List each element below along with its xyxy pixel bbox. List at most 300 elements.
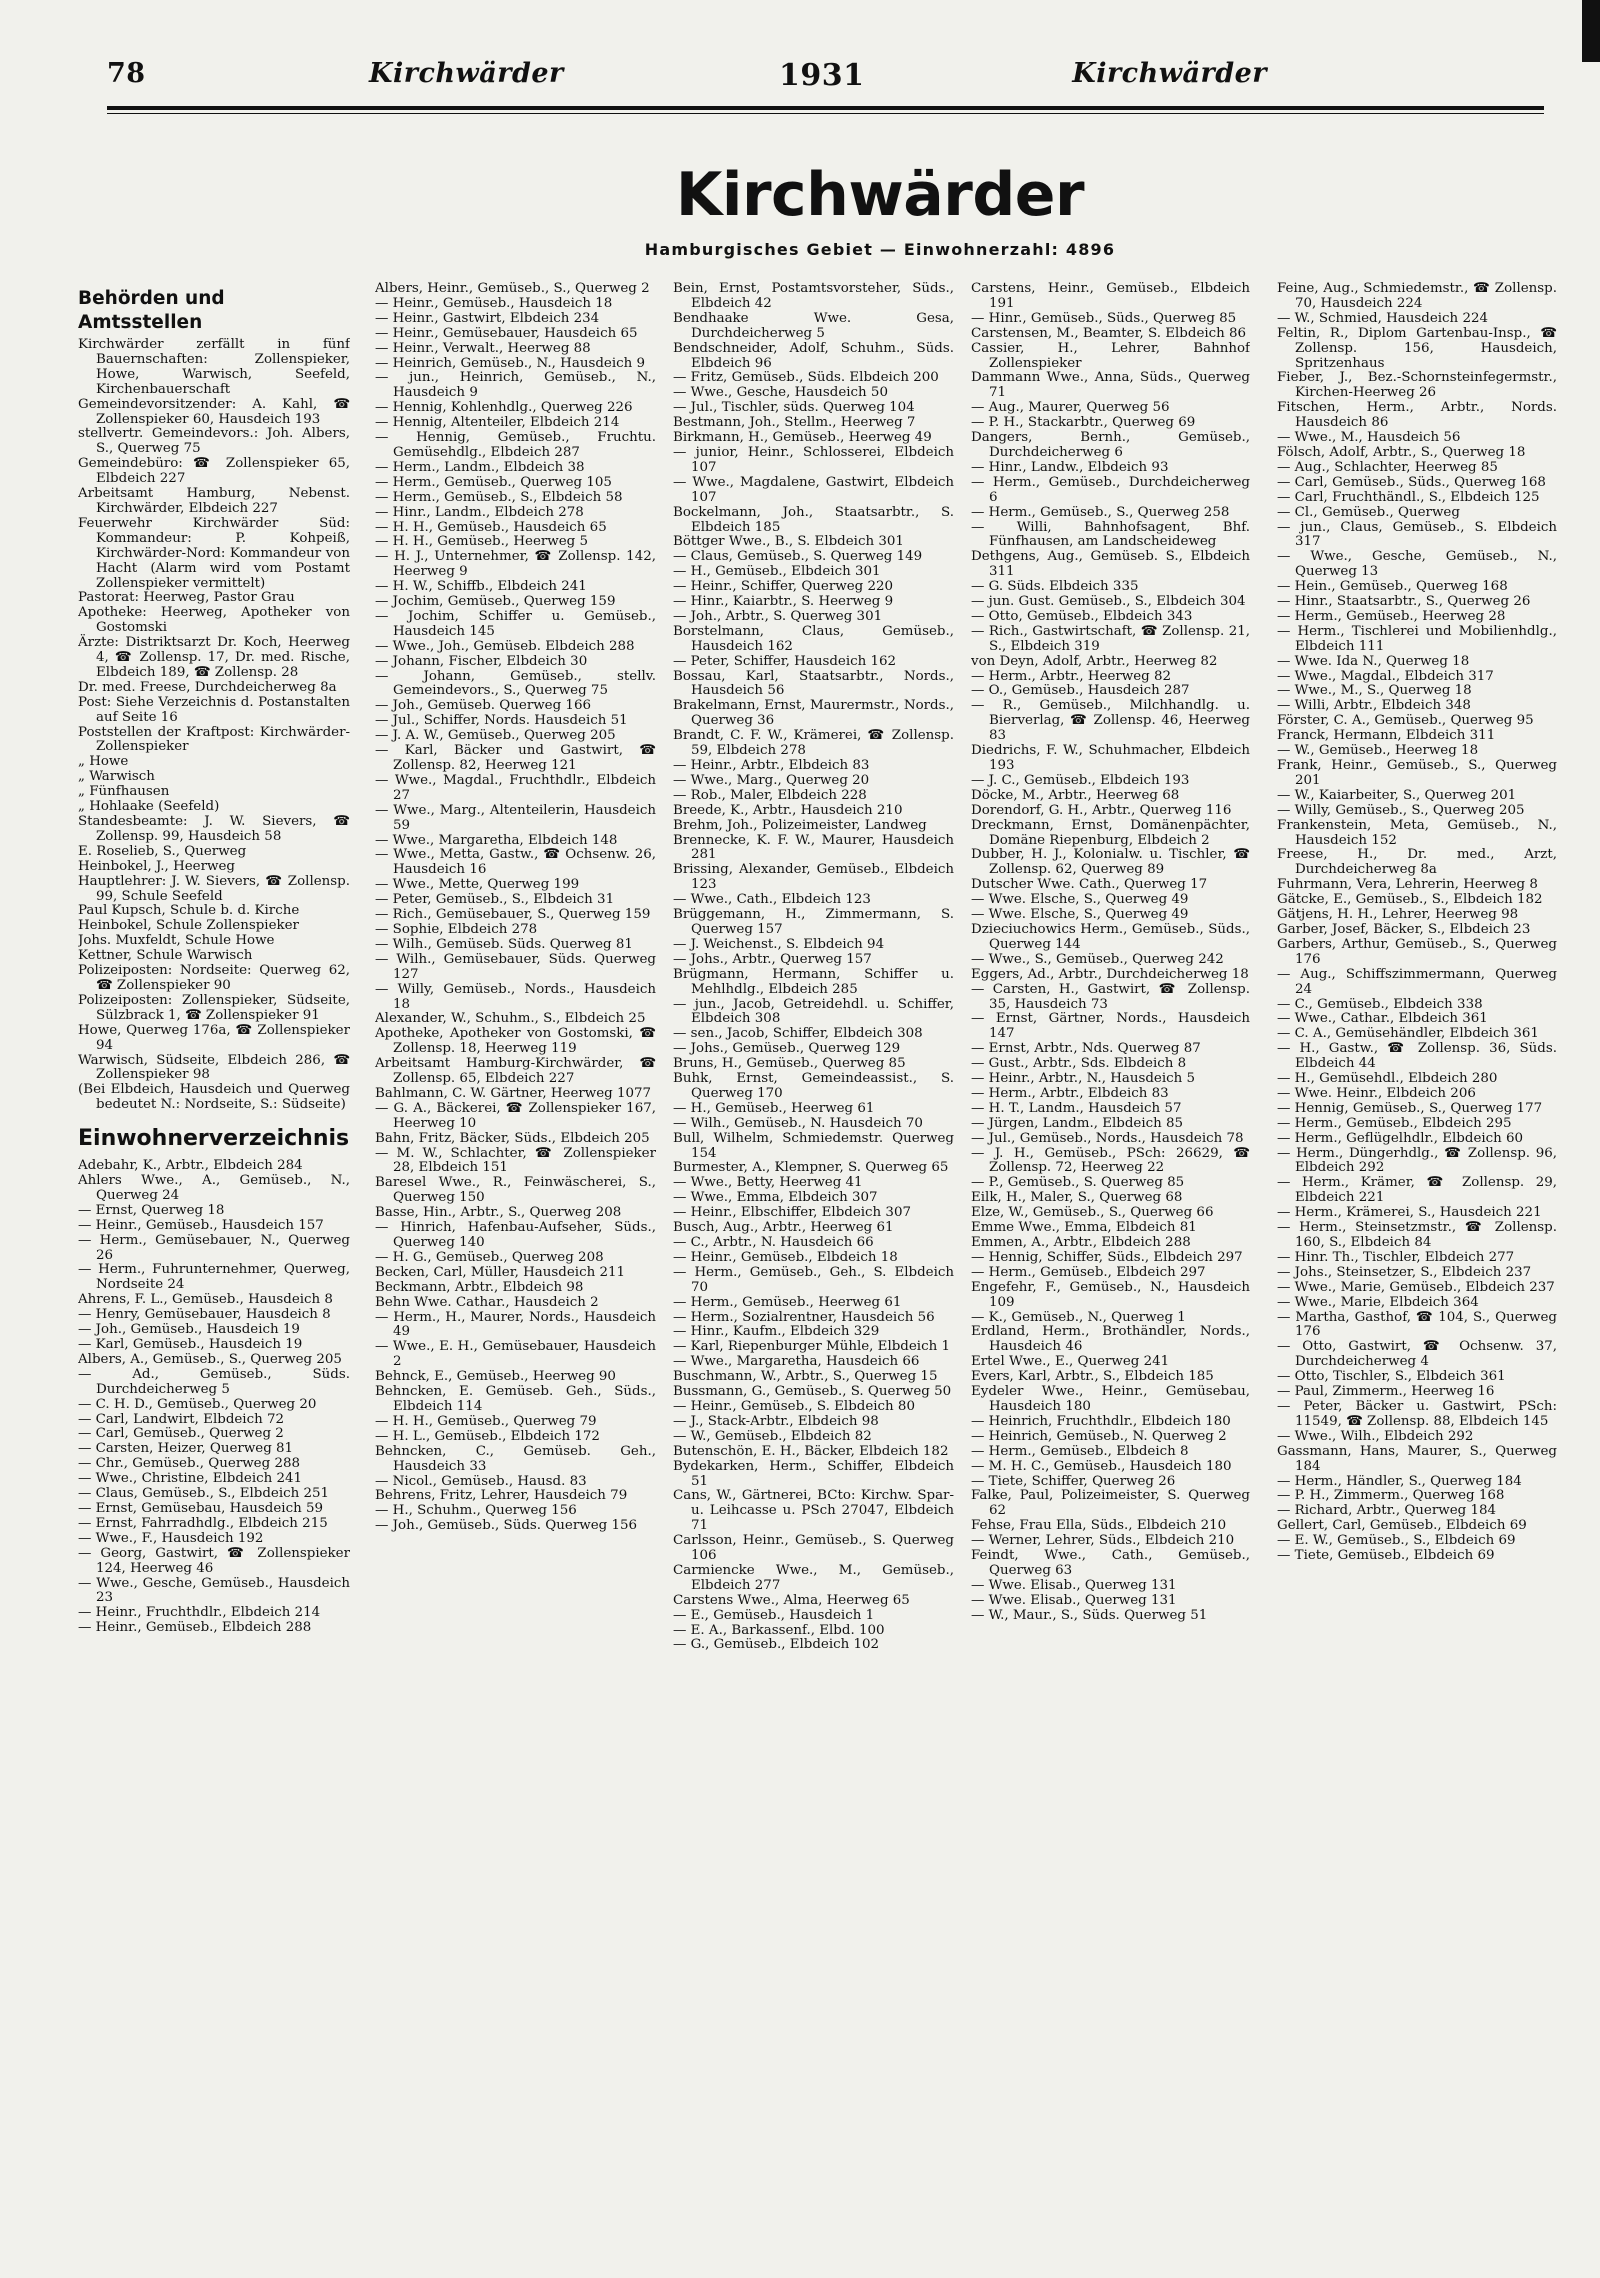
- directory-entry: Bydekarken, Herm., Schiffer, Elbdeich 51: [673, 1458, 954, 1489]
- directory-entry: — Wwe., Gesche, Gemüseb., N., Querweg 13: [1277, 549, 1557, 580]
- directory-entry: Buhk, Ernst, Gemeindeassist., S. Querweg 170: [673, 1071, 954, 1101]
- directory-entry: — Ernst, Querweg 18: [78, 1202, 225, 1218]
- directory-entry: Franck, Hermann, Elbdeich 311: [1277, 728, 1496, 744]
- directory-entry: Cassier, H., Lehrer, Bahnhof Zollenspieker: [971, 340, 1250, 371]
- directory-entry: — R., Gemüseb., Milchhandlg. u. Bierverlag, ☎ Zollensp. 46, Heerweg 83: [971, 698, 1250, 744]
- directory-entry: — Herm., Steinsetzmstr., ☎ Zollensp. 160, S., Elbdeich 84: [1277, 1220, 1557, 1250]
- directory-entry: Emme Wwe., Emma, Elbdeich 81: [971, 1220, 1197, 1236]
- directory-entry: Gassmann, Hans, Maurer, S., Querweg 184: [1277, 1443, 1557, 1474]
- directory-entry: — Herm., Düngerhdlg., ☎ Zollensp. 96, Elbdeich 292: [1277, 1145, 1557, 1176]
- directory-entry: Behnck, E., Gemüseb., Heerweg 90: [375, 1369, 616, 1385]
- directory-entry: — Heinr., Verwalt., Heerweg 88: [375, 340, 591, 356]
- directory-entry: — Herm., Sozialrentner, Hausdeich 56: [673, 1309, 935, 1325]
- directory-entry: — Herm., Krämerei, S., Hausdeich 221: [1277, 1205, 1542, 1221]
- directory-entry: — Rich., Gemüsebauer, S., Querweg 159: [375, 907, 651, 923]
- directory-entry: Howe, Querweg 176a, ☎ Zollenspieker 94: [78, 1022, 350, 1053]
- directory-entry: — Aug., Maurer, Querweg 56: [971, 400, 1170, 416]
- directory-entry: Carstens Wwe., Alma, Heerweg 65: [673, 1592, 910, 1608]
- directory-entry: — H. H., Gemüseb., Querweg 79: [375, 1413, 597, 1429]
- directory-entry: — W., Schmied, Hausdeich 224: [1277, 310, 1488, 326]
- directory-entry: — Heinr., Gemüseb., Hausdeich 157: [78, 1217, 324, 1233]
- directory-entry: — Herm., Gemüsebauer, N., Querweg 26: [78, 1232, 350, 1263]
- directory-entry: Dubber, H. J., Kolonialw. u. Tischler, ☎ Zollensp. 62, Querweg 89: [971, 847, 1250, 878]
- directory-entry: — Otto, Gemüseb., Elbdeich 343: [971, 608, 1193, 624]
- directory-entry: — Heinr., Arbtr., Elbdeich 83: [673, 758, 870, 773]
- directory-entry: — O., Gemüseb., Hausdeich 287: [971, 683, 1190, 699]
- directory-entry: Bussmann, G., Gemüseb., S. Querweg 50: [673, 1384, 952, 1400]
- directory-entry: Eydeler Wwe., Heinr., Gemüsebau, Hausdeich 180: [971, 1384, 1250, 1414]
- running-header: [107, 58, 1267, 100]
- directory-entry: Fitschen, Herm., Arbtr., Nords. Hausdeich 86: [1277, 400, 1557, 431]
- directory-entry: Carmiencke Wwe., M., Gemüseb., Elbdeich 277: [673, 1562, 954, 1593]
- directory-entry: — Wwe., Betty, Heerweg 41: [673, 1175, 863, 1191]
- directory-entry: — W., Kaiarbeiter, S., Querweg 201: [1277, 787, 1517, 803]
- header-year: 1931: [779, 58, 865, 93]
- directory-entry: Behrens, Fritz, Lehrer, Hausdeich 79: [375, 1488, 628, 1504]
- directory-entry: — E. W., Gemüseb., S., Elbdeich 69: [1277, 1533, 1516, 1549]
- directory-entry: — Hinr., Kaiarbtr., S. Heerweg 9: [673, 594, 894, 610]
- directory-entry: Fölsch, Adolf, Arbtr., S., Querweg 18: [1277, 444, 1526, 460]
- directory-entry: Bein, Ernst, Postamtsvorsteher, Süds., Elbdeich 42: [673, 282, 954, 311]
- directory-entry: — Hinr. Th., Tischler, Elbdeich 277: [1277, 1249, 1515, 1265]
- directory-entry: — Ernst, Arbtr., Nds. Querweg 87: [971, 1041, 1201, 1057]
- directory-entry: — Karl, Riepenburger Mühle, Elbdeich 1: [673, 1339, 950, 1355]
- directory-entry: — Joh., Gemüseb. Querweg 166: [375, 698, 591, 714]
- directory-entry: — Wwe., Marg., Querweg 20: [673, 772, 870, 788]
- column-5: [1277, 282, 1557, 2242]
- directory-entry: — Karl, Gemüseb., Hausdeich 19: [78, 1337, 303, 1352]
- directory-entry: — Wwe., M., S., Querweg 18: [1277, 683, 1472, 699]
- directory-entry: Pastorat: Heerweg, Pastor Grau: [78, 590, 295, 606]
- directory-entry: — Hinrich, Hafenbau-Aufseher, Süds., Querweg 140: [375, 1220, 656, 1250]
- directory-entry: — H., Gemüsehdl., Elbdeich 280: [1277, 1071, 1498, 1087]
- directory-entry: — Wwe., Marie, Gemüseb., Elbdeich 237: [1277, 1279, 1555, 1295]
- directory-entry: Brakelmann, Ernst, Maurermstr., Nords., Querweg 36: [673, 698, 954, 729]
- directory-entry: — Herm., Gemüseb., Elbdeich 297: [971, 1264, 1206, 1280]
- directory-entry: — Wwe. Ida N., Querweg 18: [1277, 653, 1470, 669]
- directory-entry: — Karl, Bäcker und Gastwirt, ☎ Zollensp. 82, Heerweg 121: [375, 743, 656, 773]
- directory-entry: — H. J., Unternehmer, ☎ Zollensp. 142, Heerweg 9: [375, 549, 656, 580]
- directory-entry: — H., Gastw., ☎ Zollensp. 36, Süds. Elbdeich 44: [1277, 1041, 1557, 1072]
- directory-entry: — Wwe., S., Gemüseb., Querweg 242: [971, 951, 1224, 967]
- directory-entry: Frankenstein, Meta, Gemüseb., N., Hausdeich 152: [1277, 817, 1557, 848]
- directory-entry: Gemeindebüro: ☎ Zollenspieker 65, Elbdeich 227: [78, 456, 350, 487]
- directory-entry: — Hinr., Landw., Elbdeich 93: [971, 459, 1169, 475]
- directory-entry: — Wwe., Gesche, Gemüseb., Hausdeich 23: [78, 1575, 350, 1606]
- directory-entry: — Wwe., Marg., Altenteilerin, Hausdeich 59: [375, 802, 656, 833]
- directory-entry: — H. H., Gemüseb., Heerweg 5: [375, 534, 589, 550]
- directory-entry: — Carsten, Heizer, Querweg 81: [78, 1441, 294, 1457]
- directory-entry: Evers, Karl, Arbtr., S., Elbdeich 185: [971, 1369, 1214, 1385]
- directory-entry: — K., Gemüseb., N., Querweg 1: [971, 1309, 1186, 1325]
- directory-entry: Apotheke, Apotheker von Gostomski, ☎ Zollensp. 18, Heerweg 119: [375, 1026, 656, 1057]
- directory-entry: — Claus, Gemüseb., S., Elbdeich 251: [78, 1486, 330, 1502]
- directory-entry: — Herm., Arbtr., Heerweg 82: [971, 668, 1172, 684]
- directory-entry: — Heinrich, Gemüseb., N. Querweg 2: [971, 1428, 1227, 1444]
- directory-entry: — jun., Heinrich, Gemüseb., N., Hausdeich 9: [375, 370, 656, 401]
- directory-entry: — Wwe., Joh., Gemüseb. Elbdeich 288: [375, 638, 635, 654]
- column-3: [673, 282, 954, 2242]
- directory-entry: Behn Wwe. Cathar., Hausdeich 2: [375, 1294, 599, 1310]
- directory-entry: — G. A., Bäckerei, ☎ Zollenspieker 167, Heerweg 10: [375, 1100, 656, 1131]
- directory-entry: — Georg, Gastwirt, ☎ Zollenspieker 124, Heerweg 46: [78, 1545, 350, 1576]
- directory-entry: — jun., Claus, Gemüseb., S. Elbdeich 317: [1277, 519, 1557, 550]
- directory-entry: — Ad., Gemüseb., Süds. Durchdeicherweg 5: [78, 1366, 350, 1397]
- directory-entry: — Herm., Tischlerei und Mobilienhdlg., Elbdeich 111: [1277, 623, 1557, 654]
- directory-entry: Förster, C. A., Gemüseb., Querweg 95: [1277, 713, 1534, 729]
- directory-entry: — Herm., Gemüseb., S., Querweg 258: [971, 504, 1230, 520]
- directory-entry: — Wwe. Elisab., Querweg 131: [971, 1577, 1177, 1593]
- directory-entry: — Herm., H., Maurer, Nords., Hausdeich 49: [375, 1309, 656, 1340]
- directory-entry: — Wilh., Gemüsebauer, Süds. Querweg 127: [375, 951, 656, 982]
- directory-entry: — Tiete, Schiffer, Querweg 26: [971, 1473, 1176, 1489]
- directory-entry: Alexander, W., Schuhm., S., Elbdeich 25: [375, 1011, 646, 1027]
- directory-entry: — Hennig, Altenteiler, Elbdeich 214: [375, 415, 620, 431]
- directory-entry: Brandt, C. F. W., Krämerei, ☎ Zollensp. 59, Elbdeich 278: [673, 728, 954, 759]
- directory-entry: — Wwe., Wilh., Elbdeich 292: [1277, 1428, 1474, 1444]
- directory-entry: Feine, Aug., Schmiedemstr., ☎ Zollensp. 70, Hausdeich 224: [1277, 282, 1557, 311]
- directory-entry: Bull, Wilhelm, Schmiedemstr. Querweg 154: [673, 1130, 954, 1161]
- directory-entry: — Hinr., Staatsarbtr., S., Querweg 26: [1277, 594, 1531, 610]
- directory-entry: von Deyn, Adolf, Arbtr., Heerweg 82: [971, 653, 1218, 669]
- directory-entry: — Hinr., Landm., Elbdeich 278: [375, 504, 584, 520]
- directory-entry: Dangers, Bernh., Gemüseb., Durchdeicherweg 6: [971, 430, 1250, 460]
- directory-entry: — Wwe., Marie, Elbdeich 364: [1277, 1294, 1479, 1310]
- directory-entry: — W., Gemüseb., Elbdeich 82: [673, 1428, 872, 1444]
- directory-entry: — Gust., Arbtr., Sds. Elbdeich 8: [971, 1056, 1187, 1072]
- directory-entry: Brügmann, Hermann, Schiffer u. Mehlhdlg., Elbdeich 285: [673, 966, 954, 997]
- header-place-left: Kirchwärder: [369, 58, 564, 89]
- directory-entry: — Hennig, Schiffer, Süds., Elbdeich 297: [971, 1249, 1243, 1265]
- directory-entry: — J., Stack-Arbtr., Elbdeich 98: [673, 1413, 879, 1429]
- directory-entry: Burmester, A., Klempner, S. Querweg 65: [673, 1160, 949, 1176]
- directory-entry: — Herm., Landm., Elbdeich 38: [375, 459, 585, 475]
- directory-entry: Brehm, Joh., Polizeimeister, Landweg: [673, 817, 927, 833]
- directory-entry: — Sophie, Elbdeich 278: [375, 921, 538, 937]
- directory-entry: — Wwe., Cathar., Elbdeich 361: [1277, 1011, 1488, 1027]
- directory-entry: Emmen, A., Arbtr., Elbdeich 288: [971, 1235, 1191, 1250]
- page-edge-mark: [1582, 0, 1600, 62]
- directory-entry: — Carl, Fruchthändl., S., Elbdeich 125: [1277, 489, 1540, 505]
- directory-entry: Feltin, R., Diplom Gartenbau-Insp., ☎ Zollensp. 156, Hausdeich, Spritzenhaus: [1277, 325, 1557, 371]
- directory-entry: Freese, H., Dr. med., Arzt, Durchdeicherweg 8a: [1277, 847, 1557, 878]
- directory-entry: Diedrichs, F. W., Schuhmacher, Elbdeich 193: [971, 743, 1250, 773]
- directory-entry: — H. T., Landm., Hausdeich 57: [971, 1100, 1182, 1116]
- directory-entry: — Joh., Arbtr., S. Querweg 301: [673, 608, 883, 624]
- directory-entry: Elze, W., Gemüseb., S., Querweg 66: [971, 1205, 1214, 1221]
- directory-entry: Carstensen, M., Beamter, S. Elbdeich 86: [971, 325, 1247, 341]
- directory-entry: — Wwe. Elsche, S., Querweg 49: [971, 892, 1189, 908]
- directory-entry: — Hinr., Kaufm., Elbdeich 329: [673, 1324, 880, 1340]
- directory-entry: Johs. Muxfeldt, Schule Howe: [78, 933, 275, 949]
- directory-entry: — H. L., Gemüseb., Elbdeich 172: [375, 1428, 600, 1444]
- directory-entry: — Martha, Gasthof, ☎ 104, S., Querweg 176: [1277, 1309, 1557, 1340]
- directory-entry: Dammann Wwe., Anna, Süds., Querweg 71: [971, 370, 1250, 401]
- directory-entry: — jun. Gust. Gemüseb., S., Elbdeich 304: [971, 594, 1246, 610]
- directory-entry: Dutscher Wwe. Cath., Querweg 17: [971, 877, 1208, 893]
- directory-entry: — E., Gemüseb., Hausdeich 1: [673, 1607, 875, 1623]
- directory-entry: — Wwe. Elisab., Querweg 131: [971, 1592, 1177, 1608]
- directory-entry: — Wwe., E. H., Gemüsebauer, Hausdeich 2: [375, 1339, 656, 1370]
- directory-entry: — Herm., Gemüseb., Durchdeicherweg 6: [971, 474, 1250, 505]
- directory-entry: Poststellen der Kraftpost: Kirchwärder-Zollenspieker: [78, 724, 350, 755]
- directory-entry: (Bei Elbdeich, Hausdeich und Querweg bedeutet N.: Nordseite, S.: Südseite): [78, 1082, 350, 1113]
- directory-entry: Brennecke, K. F. W., Maurer, Hausdeich 281: [673, 832, 954, 863]
- directory-entry: — Henry, Gemüsebauer, Hausdeich 8: [78, 1307, 331, 1323]
- directory-entry: — Wwe., Margaretha, Elbdeich 148: [375, 832, 618, 848]
- directory-entry: — Herm., Krämer, ☎ Zollensp. 29, Elbdeich 221: [1277, 1175, 1557, 1206]
- directory-entry: Böttger Wwe., B., S. Elbdeich 301: [673, 534, 904, 550]
- directory-entry: Dorendorf, G. H., Arbtr., Querweg 116: [971, 802, 1232, 818]
- directory-entry: Warwisch, Südseite, Elbdeich 286, ☎ Zollenspieker 98: [78, 1052, 350, 1083]
- directory-entry: Eilk, H., Maler, S., Querweg 68: [971, 1190, 1183, 1206]
- directory-entry: Adebahr, K., Arbtr., Elbdeich 284: [78, 1158, 303, 1174]
- directory-entry: — Jul., Gemüseb., Nords., Hausdeich 78: [971, 1130, 1244, 1146]
- directory-entry: Gätjens, H. H., Lehrer, Heerweg 98: [1277, 907, 1519, 923]
- directory-entry: Bruns, H., Gemüseb., Querweg 85: [673, 1056, 906, 1072]
- directory-entry: Cans, W., Gärtnerei, BCto: Kirchw. Spar- u. Leihcasse u. PSch 27047, Elbdeich 71: [673, 1488, 954, 1534]
- directory-entry: — Herm., Gemüseb., Elbdeich 8: [971, 1443, 1189, 1459]
- directory-entry: — Wwe., Magdal., Elbdeich 317: [1277, 668, 1494, 684]
- directory-entry: — Wwe., Magdalene, Gastwirt, Elbdeich 107: [673, 474, 954, 505]
- directory-entry: Becken, Carl, Müller, Hausdeich 211: [375, 1264, 626, 1280]
- header-rule-thin: [107, 113, 1544, 114]
- directory-entry: — Tiete, Gemüseb., Elbdeich 69: [1277, 1548, 1495, 1564]
- directory-entry: — Wwe., Magdal., Fruchthdlr., Elbdeich 27: [375, 772, 656, 803]
- directory-entry: „ Fünfhausen: [78, 784, 170, 800]
- directory-entry: — J. C., Gemüseb., Elbdeich 193: [971, 772, 1190, 788]
- directory-entry: Falke, Paul, Polizeimeister, S. Querweg 62: [971, 1488, 1250, 1519]
- directory-entry: — Werner, Lehrer, Süds., Elbdeich 210: [971, 1533, 1235, 1549]
- directory-entry: — Paul, Zimmerm., Heerweg 16: [1277, 1384, 1495, 1400]
- directory-entry: Fieber, J., Bez.-Schornsteinfegermstr., Kirchen-Heerweg 26: [1277, 370, 1557, 401]
- directory-entry: — Rich., Gastwirtschaft, ☎ Zollensp. 21, S., Elbdeich 319: [971, 623, 1250, 654]
- directory-entry: Fuhrmann, Vera, Lehrerin, Heerweg 8: [1277, 877, 1538, 893]
- directory-entry: Feindt, Wwe., Cath., Gemüseb., Querweg 63: [971, 1548, 1250, 1578]
- directory-entry: Albers, A., Gemüseb., S., Querweg 205: [78, 1351, 342, 1367]
- directory-entry: — Hennig, Gemüseb., Fruchtu. Gemüsehdlg., Elbdeich 287: [375, 430, 656, 460]
- section-heading-residents: Einwohnerverzeichnis: [78, 1126, 350, 1152]
- directory-entry: Heinbokel, Schule Zollenspieker: [78, 918, 299, 934]
- directory-entry: — Wwe., Metta, Gastw., ☎ Ochsenw. 26, Hausdeich 16: [375, 847, 656, 878]
- directory-entry: — Claus, Gemüseb., S. Querweg 149: [673, 549, 923, 565]
- directory-entry: Beckmann, Arbtr., Elbdeich 98: [375, 1279, 584, 1295]
- directory-entry: — Wwe., Gesche, Hausdeich 50: [673, 385, 888, 401]
- section-heading-authorities: Behörden und Amtsstellen: [78, 288, 225, 333]
- directory-entry: — Wwe., Margaretha, Hausdeich 66: [673, 1354, 920, 1370]
- directory-entry: — Hinr., Gemüseb., Süds., Querweg 85: [971, 310, 1237, 326]
- directory-entry: — Carl, Gemüseb., Süds., Querweg 168: [1277, 474, 1546, 490]
- directory-entry: Garber, Josef, Bäcker, S., Elbdeich 23: [1277, 921, 1531, 937]
- column-4: [971, 282, 1250, 2242]
- directory-entry: „ Hohlaake (Seefeld): [78, 799, 220, 815]
- directory-entry: Bossau, Karl, Staatsarbtr., Nords., Hausdeich 56: [673, 668, 954, 699]
- directory-entry: — H., Schuhm., Querweg 156: [375, 1503, 577, 1519]
- directory-entry: — jun., Jacob, Getreidehdl. u. Schiffer, Elbdeich 308: [673, 996, 954, 1027]
- directory-entry: Dr. med. Freese, Durchdeicherweg 8a: [78, 679, 337, 695]
- directory-entry: — Herm., Gemüseb., Heerweg 28: [1277, 608, 1506, 624]
- directory-entry: — Hennig, Gemüseb., S., Querweg 177: [1277, 1100, 1543, 1116]
- directory-entry: — W., Gemüseb., Heerweg 18: [1277, 743, 1479, 759]
- directory-entry: — Rob., Maler, Elbdeich 228: [673, 787, 867, 803]
- directory-entry: — Richard, Arbtr., Querweg 184: [1277, 1503, 1497, 1519]
- directory-entry: — Jürgen, Landm., Elbdeich 85: [971, 1115, 1184, 1131]
- directory-entry: „ Howe: [78, 754, 129, 770]
- directory-entry: E. Roselieb, S., Querweg: [78, 843, 247, 859]
- directory-entry: — Heinr., Fruchthdlr., Elbdeich 214: [78, 1605, 321, 1621]
- directory-entry: — Johann, Fischer, Elbdeich 30: [375, 653, 588, 669]
- directory-entry: — Hein., Gemüseb., Querweg 168: [1277, 579, 1508, 595]
- directory-entry: Baresel Wwe., R., Feinwäscherei, S., Querweg 150: [375, 1175, 656, 1206]
- directory-entry: — Ernst, Gärtner, Nords., Hausdeich 147: [971, 1011, 1250, 1042]
- directory-entry: — C., Arbtr., N. Hausdeich 66: [673, 1235, 874, 1250]
- column-2: [375, 282, 656, 2242]
- directory-entry: Hauptlehrer: J. W. Sievers, ☎ Zollensp. 99, Schule Seefeld: [78, 873, 350, 904]
- directory-entry: — H. W., Schiffb., Elbdeich 241: [375, 579, 587, 595]
- directory-entry: — Ernst, Gemüsebau, Hausdeich 59: [78, 1500, 324, 1516]
- directory-entry: — Wwe., Mette, Querweg 199: [375, 877, 580, 893]
- directory-entry: Bendschneider, Adolf, Schuhm., Süds. Elbdeich 96: [673, 340, 954, 371]
- directory-entry: Gätcke, E., Gemüseb., S., Elbdeich 182: [1277, 892, 1543, 908]
- directory-entry: Brüggemann, H., Zimmermann, S. Querweg 157: [673, 907, 954, 937]
- directory-entry: — Carl, Landwirt, Elbdeich 72: [78, 1411, 285, 1427]
- directory-entry: Erdland, Herm., Brothändler, Nords., Hausdeich 46: [971, 1324, 1250, 1355]
- directory-entry: — Heinr., Schiffer, Querweg 220: [673, 579, 894, 595]
- directory-entry: Brissing, Alexander, Gemüseb., Elbdeich 123: [673, 862, 954, 893]
- directory-entry: Arbeitsamt Hamburg-Kirchwärder, ☎ Zollensp. 65, Elbdeich 227: [375, 1056, 656, 1087]
- directory-entry: — P., Gemüseb., S. Querweg 85: [971, 1175, 1185, 1191]
- directory-entry: Dreckmann, Ernst, Domänenpächter, Domäne Riepenburg, Elbdeich 2: [971, 817, 1250, 848]
- directory-entry: Frank, Heinr., Gemüseb., S., Querweg 201: [1277, 758, 1557, 788]
- directory-entry: — Chr., Gemüseb., Querweg 288: [78, 1456, 300, 1472]
- directory-entry: — Willy, Gemüseb., Nords., Hausdeich 18: [375, 981, 656, 1012]
- directory-entry: Kirchwärder zerfällt in fünf Bauernschaften: Zollenspieker, Howe, Warwisch, Seefeld, Kirchenbauerschaft: [78, 337, 350, 397]
- directory-entry: Ertel Wwe., E., Querweg 241: [971, 1354, 1170, 1370]
- directory-entry: — H. G., Gemüseb., Querweg 208: [375, 1249, 604, 1265]
- directory-entry: Heinbokel, J., Heerweg: [78, 858, 235, 874]
- directory-entry: — Aug., Schlachter, Heerweg 85: [1277, 459, 1498, 475]
- directory-entry: — Heinr., Gemüseb., Elbdeich 288: [78, 1620, 312, 1636]
- directory-entry: — C. H. D., Gemüseb., Querweg 20: [78, 1396, 317, 1412]
- directory-entry: — Herm., Gemüseb., Querweg 105: [375, 474, 612, 490]
- directory-entry: — Heinr., Gemüseb., S. Elbdeich 80: [673, 1398, 915, 1414]
- directory-entry: — Herm., Gemüseb., S., Elbdeich 58: [375, 489, 623, 505]
- directory-entry: — Jul., Schiffer, Nords. Hausdeich 51: [375, 713, 628, 729]
- column-1: [78, 284, 350, 2244]
- directory-entry: Behncken, C., Gemüseb. Geh., Hausdeich 33: [375, 1443, 656, 1474]
- directory-entry: — Johs., Arbtr., Querweg 157: [673, 951, 872, 967]
- directory-entry: — Herm., Händler, S., Querweg 184: [1277, 1473, 1522, 1489]
- page-subtitle: Hamburgisches Gebiet — Einwohnerzahl: 4896: [644, 240, 1116, 259]
- directory-entry: — H., Gemüseb., Elbdeich 301: [673, 564, 881, 580]
- directory-entry: — Cl., Gemüseb., Querweg: [1277, 504, 1460, 520]
- directory-entry: — Jochim, Schiffer u. Gemüseb., Hausdeich 145: [375, 608, 656, 639]
- directory-entry: — Willy, Gemüseb., S., Querweg 205: [1277, 802, 1525, 818]
- directory-entry: — Heinr., Gemüseb., Elbdeich 18: [673, 1249, 898, 1265]
- directory-entry: — Herm., Gemüseb., Heerweg 61: [673, 1294, 902, 1310]
- directory-entry: Ahrens, F. L., Gemüseb., Hausdeich 8: [78, 1292, 333, 1308]
- page-title: Kirchwärder: [675, 160, 1085, 230]
- directory-entry: Garbers, Arthur, Gemüseb., S., Querweg 176: [1277, 936, 1557, 967]
- directory-entry: — junior, Heinr., Schlosserei, Elbdeich 107: [673, 444, 954, 475]
- directory-entry: — Fritz, Gemüseb., Süds. Elbdeich 200: [673, 370, 939, 386]
- directory-entry: — Carl, Gemüseb., Querweg 2: [78, 1426, 284, 1442]
- directory-entry: — Willi, Arbtr., Elbdeich 348: [1277, 698, 1471, 714]
- directory-entry: Gellert, Carl, Gemüseb., Elbdeich 69: [1277, 1518, 1527, 1534]
- directory-entry: „ Warwisch: [78, 769, 155, 785]
- directory-entry: — Otto, Tischler, S., Elbdeich 361: [1277, 1369, 1506, 1385]
- directory-entry: Carlsson, Heinr., Gemüseb., S. Querweg 106: [673, 1533, 954, 1564]
- directory-entry: Borstelmann, Claus, Gemüseb., Hausdeich 162: [673, 623, 954, 654]
- directory-entry: — Wwe., Cath., Elbdeich 123: [673, 892, 871, 908]
- header-rule: [107, 106, 1544, 110]
- directory-entry: — Herm., Arbtr., Elbdeich 83: [971, 1085, 1169, 1101]
- directory-entry: — Wwe. Elsche, S., Querweg 49: [971, 907, 1189, 923]
- directory-entry: — Heinrich, Gemüseb., N., Hausdeich 9: [375, 355, 646, 371]
- directory-entry: Eggers, Ad., Arbtr., Durchdeicherweg 18: [971, 966, 1249, 982]
- directory-entry: Butenschön, E. H., Bäcker, Elbdeich 182: [673, 1443, 949, 1459]
- directory-entry: — Herm., Gemüseb., Elbdeich 295: [1277, 1115, 1512, 1131]
- directory-entry: — Jul., Tischler, süds. Querweg 104: [673, 400, 915, 416]
- directory-entry: Kettner, Schule Warwisch: [78, 948, 253, 964]
- page-number: 78: [107, 58, 146, 89]
- directory-entry: Bahlmann, C. W. Gärtner, Heerweg 1077: [375, 1085, 652, 1101]
- directory-entry: — P. H., Zimmerm., Querweg 168: [1277, 1488, 1505, 1504]
- directory-entry: Gemeindevorsitzender: A. Kahl, ☎ Zollenspieker 60, Hausdeich 193: [78, 396, 350, 427]
- directory-entry: Engefehr, F., Gemüseb., N., Hausdeich 109: [971, 1279, 1250, 1310]
- directory-entry: Birkmann, H., Gemüseb., Heerweg 49: [673, 430, 932, 446]
- directory-entry: — H., Gemüseb., Heerweg 61: [673, 1100, 875, 1116]
- directory-entry: Buschmann, W., Arbtr., S., Querweg 15: [673, 1369, 938, 1385]
- directory-entry: Ärzte: Distriktsarzt Dr. Koch, Heerweg 4, ☎ Zollensp. 17, Dr. med. Rische, Elbdeich 189, ☎ Zollensp. 28: [78, 635, 350, 680]
- directory-entry: — Heinr., Gemüsebauer, Hausdeich 65: [375, 325, 638, 341]
- directory-entry: Dethgens, Aug., Gemüseb. S., Elbdeich 311: [971, 549, 1250, 580]
- directory-entry: — J. H., Gemüseb., PSch: 26629, ☎ Zollensp. 72, Heerweg 22: [971, 1145, 1250, 1176]
- directory-entry: Basse, Hin., Arbtr., S., Querweg 208: [375, 1205, 622, 1221]
- directory-entry: Apotheke: Heerweg, Apotheker von Gostomski: [78, 605, 350, 636]
- directory-entry: Bestmann, Joh., Stellm., Heerweg 7: [673, 415, 916, 431]
- directory-entry: — Joh., Gemüseb., Süds. Querweg 156: [375, 1518, 638, 1534]
- directory-entry: — Wwe., F., Hausdeich 192: [78, 1530, 264, 1546]
- directory-entry: — P. H., Stackarbtr., Querweg 69: [971, 415, 1196, 431]
- directory-entry: stellvertr. Gemeindevors.: Joh. Albers, S., Querweg 75: [78, 426, 350, 457]
- directory-entry: Fehse, Frau Ella, Süds., Elbdeich 210: [971, 1518, 1227, 1534]
- directory-entry: — Johann, Gemüseb., stellv. Gemeindevors., S., Querweg 75: [375, 668, 656, 699]
- directory-entry: — Ernst, Fahrradhdlg., Elbdeich 215: [78, 1515, 328, 1531]
- directory-entry: — Hennig, Kohlenhdlg., Querweg 226: [375, 400, 633, 416]
- directory-entry: — Johs., Steinsetzer, S., Elbdeich 237: [1277, 1264, 1532, 1280]
- directory-entry: — G., Gemüseb., Elbdeich 102: [673, 1637, 880, 1653]
- directory-entry: — Wilh., Gemüseb., N. Hausdeich 70: [673, 1115, 923, 1131]
- directory-entry: — Heinr., Gemüseb., Hausdeich 18: [375, 295, 613, 311]
- directory-entry: — Carsten, H., Gastwirt, ☎ Zollensp. 35, Hausdeich 73: [971, 981, 1250, 1012]
- directory-entry: — Jochim, Gemüseb., Querweg 159: [375, 594, 616, 610]
- directory-entry: — Wwe., Christine, Elbdeich 241: [78, 1471, 303, 1487]
- directory-entry: — Wilh., Gemüseb. Süds. Querweg 81: [375, 936, 633, 952]
- directory-entry: Bendhaake Wwe. Gesa, Durchdeicherweg 5: [673, 310, 954, 341]
- directory-entry: — Herm., Fuhrunternehmer, Querweg, Nordseite 24: [78, 1262, 350, 1293]
- directory-entry: — Heinr., Gastwirt, Elbdeich 234: [375, 310, 600, 326]
- directory-entry: Ahlers Wwe., A., Gemüseb., N., Querweg 24: [78, 1173, 350, 1203]
- directory-entry: Bahn, Fritz, Bäcker, Süds., Elbdeich 205: [375, 1130, 650, 1146]
- directory-entry: — Wwe., Emma, Elbdeich 307: [673, 1190, 878, 1206]
- directory-entry: — Joh., Gemüseb., Hausdeich 19: [78, 1322, 300, 1338]
- directory-entry: Döcke, M., Arbtr., Heerweg 68: [971, 787, 1180, 803]
- directory-entry: Carstens, Heinr., Gemüseb., Elbdeich 191: [971, 282, 1250, 311]
- directory-entry: Post: Siehe Verzeichnis d. Postanstalten auf Seite 16: [78, 694, 350, 725]
- directory-entry: — J. Weichenst., S. Elbdeich 94: [673, 936, 885, 952]
- directory-entry: — Heinr., Arbtr., N., Hausdeich 5: [971, 1071, 1196, 1087]
